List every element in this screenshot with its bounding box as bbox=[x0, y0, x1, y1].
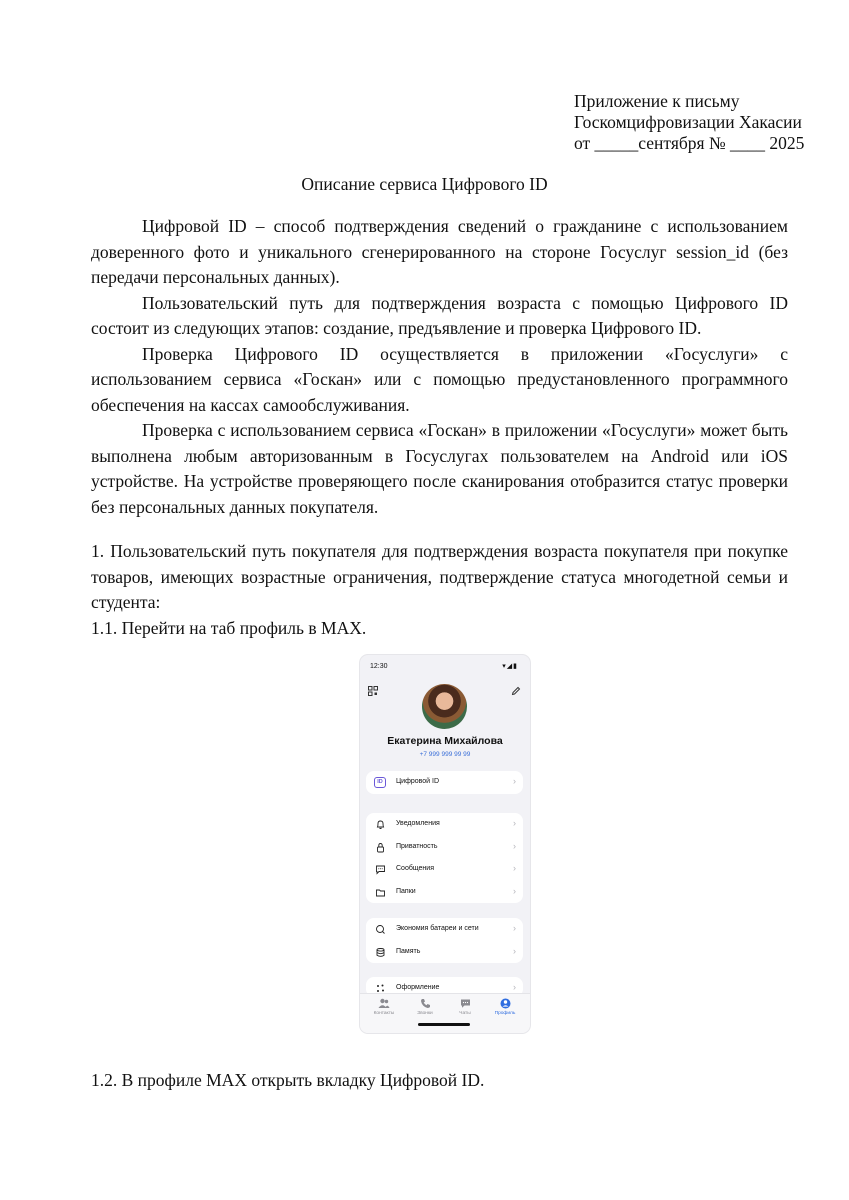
digital-id-card[interactable] bbox=[366, 771, 523, 794]
settings-item-privacy[interactable] bbox=[366, 836, 523, 859]
tab-label: Профиль bbox=[494, 1011, 516, 1016]
message-icon bbox=[375, 864, 386, 875]
chevron-right-icon: › bbox=[513, 863, 516, 873]
tab-label: Контакты bbox=[373, 1011, 395, 1016]
status-time: 12:30 bbox=[370, 663, 388, 670]
profile-name: Екатерина Михайлова bbox=[387, 735, 503, 747]
settings-card bbox=[366, 813, 523, 903]
paragraph: Проверка Цифрового ID осуществляется в приложении «Госуслуги» с использованием сервиса «Госкан» или с помощью предустановленного программного обеспечения на кассах самообслуживания. bbox=[91, 343, 788, 415]
row-label: Оформление bbox=[396, 984, 440, 991]
row-label: Папки bbox=[396, 887, 416, 895]
paragraph: Проверка с использованием сервиса «Госкан» в приложении «Госуслуги» может быть выполнена любым авторизованным в Госуслугах пользователем на Android или iOS устройстве. На устройстве проверяющего после сканирования отобразится статус проверки без персональных данных покупателя. bbox=[91, 420, 788, 517]
tab-contacts[interactable] bbox=[364, 998, 404, 1016]
home-indicator bbox=[418, 1023, 470, 1026]
contacts-icon bbox=[378, 998, 390, 1009]
tab-label: Звонки bbox=[417, 1011, 433, 1016]
document-body bbox=[91, 214, 788, 641]
settings-item-folders[interactable] bbox=[366, 881, 523, 904]
row-label: Экономия батареи и сети bbox=[396, 925, 479, 932]
tab-calls[interactable] bbox=[405, 998, 445, 1016]
step-1-2: 1.2. В профиле MAX открыть вкладку Цифровой ID. bbox=[91, 1070, 485, 1090]
bottom-tab-bar bbox=[360, 993, 530, 1033]
paragraph: Пользовательский путь для подтверждения возраста с помощью Цифрового ID состоит из следующих этапов: создание, предъявление и проверка Цифрового ID. bbox=[91, 292, 788, 338]
document-title: Описание сервиса Цифрового ID bbox=[301, 174, 548, 194]
step-1-1: 1.1. Перейти на таб профиль в MAX. bbox=[91, 617, 367, 638]
tab-label: Чаты bbox=[459, 1011, 471, 1016]
row-label: Уведомления bbox=[396, 820, 440, 827]
section-1-heading: 1. Пользовательский путь покупателя для подтверждения возраста покупателя при покупке товаров, имеющих возрастные ограничения, подтверждение статуса многодетной семьи и студента: bbox=[91, 541, 788, 612]
chevron-right-icon: › bbox=[513, 818, 516, 828]
edit-pencil-icon[interactable] bbox=[511, 686, 521, 696]
settings-item-notifications[interactable] bbox=[366, 813, 523, 836]
settings-item-battery[interactable] bbox=[366, 918, 523, 941]
bell-icon bbox=[375, 819, 386, 830]
header-line-3: от _____сентября № ____ 2025 bbox=[574, 133, 805, 153]
lock-icon bbox=[375, 842, 386, 853]
chevron-right-icon: › bbox=[513, 923, 516, 933]
tab-profile[interactable] bbox=[485, 998, 525, 1016]
chevron-right-icon: › bbox=[513, 776, 516, 786]
row-label: Сообщения bbox=[396, 865, 434, 872]
settings-item-storage[interactable] bbox=[366, 941, 523, 964]
chat-icon bbox=[460, 998, 471, 1009]
row-label: Приватность bbox=[396, 842, 438, 850]
phone-icon bbox=[420, 998, 431, 1009]
paragraph: Цифровой ID – способ подтверждения сведений о гражданине с использованием доверенного фото и уникального сгенерированного на стороне Госуслуг session_id (без передачи персональных данных). bbox=[91, 216, 788, 287]
status-icons: ▾◢▮ bbox=[502, 663, 518, 670]
tab-chats[interactable] bbox=[445, 998, 485, 1016]
chevron-right-icon: › bbox=[513, 840, 516, 851]
digital-id-icon: ID bbox=[374, 777, 386, 788]
avatar[interactable] bbox=[422, 684, 467, 729]
profile-icon bbox=[500, 998, 511, 1009]
row-label: Память bbox=[396, 947, 421, 955]
folder-icon bbox=[375, 887, 386, 898]
max-profile-screenshot bbox=[360, 655, 530, 1033]
row-label: Цифровой ID bbox=[396, 778, 440, 785]
digital-id-row[interactable] bbox=[366, 771, 523, 794]
qr-code-icon[interactable] bbox=[368, 686, 378, 696]
header-line-2: Госкомцифровизации Хакасии bbox=[574, 112, 802, 132]
profile-phone: +7 999 999 99 99 bbox=[419, 751, 471, 758]
settings-item-messages[interactable] bbox=[366, 858, 523, 881]
battery-saver-icon bbox=[375, 924, 386, 935]
attachment-header bbox=[574, 91, 814, 154]
status-bar bbox=[360, 655, 530, 677]
system-card bbox=[366, 918, 523, 963]
chevron-right-icon: › bbox=[513, 885, 516, 896]
chevron-right-icon: › bbox=[513, 982, 516, 992]
database-icon bbox=[375, 947, 386, 958]
chevron-right-icon: › bbox=[513, 945, 516, 956]
header-line-1: Приложение к письму bbox=[574, 91, 740, 111]
